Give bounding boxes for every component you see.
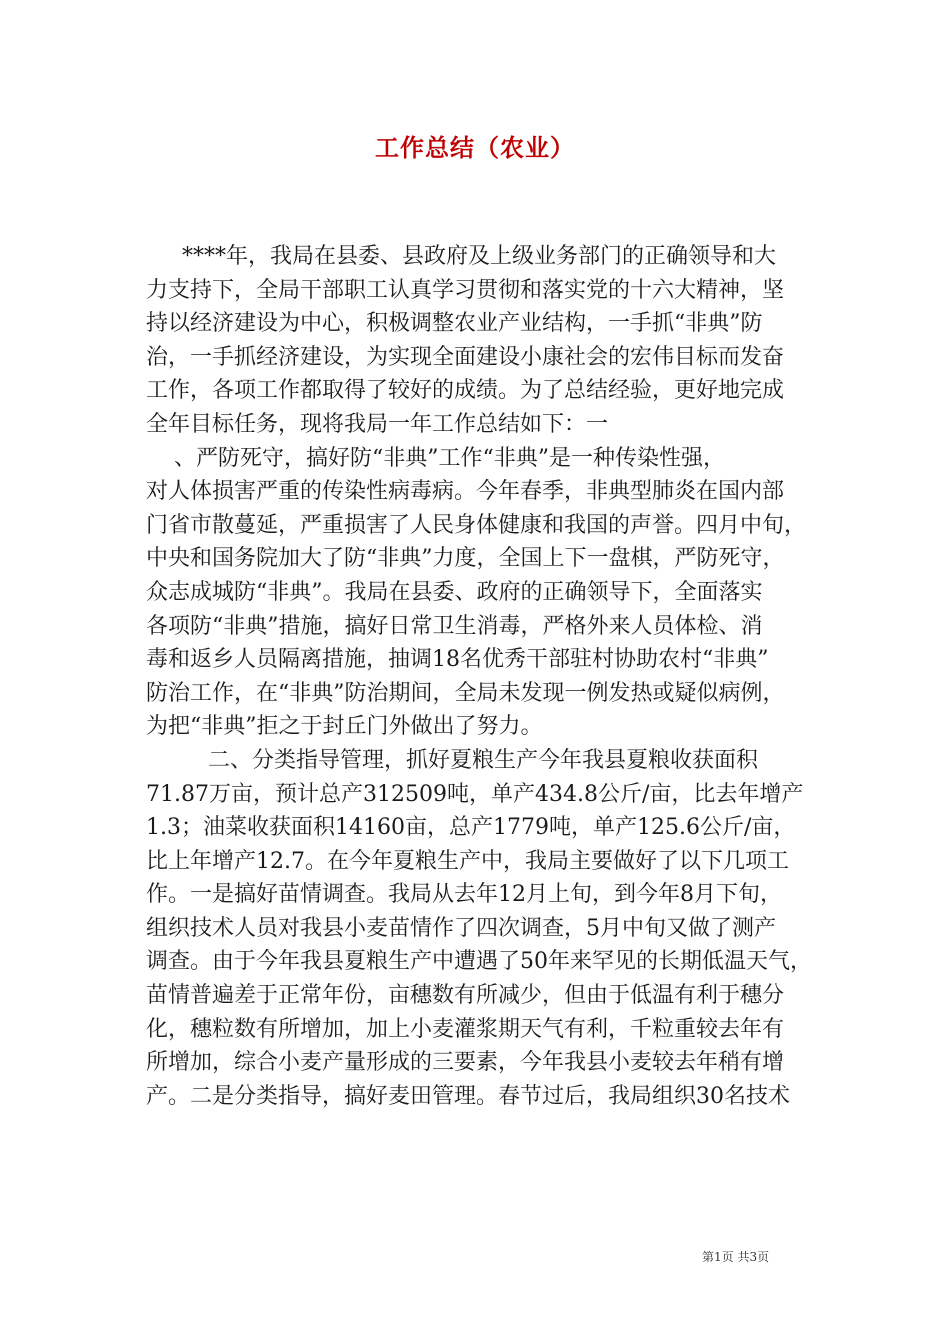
- text-line: 苗情普遍差于正常年份，亩穗数有所减少，但由于低温有利于穗分: [146, 983, 785, 1009]
- text-line: 调查。由于今年我县夏粮生产中遭遇了50年来罕见的长期低温天气，: [146, 949, 812, 975]
- text-line: 门省市散蔓延，严重损害了人民身体健康和我国的声誉。四月中旬，: [146, 512, 807, 538]
- text-line: 工作，各项工作都取得了较好的成绩。为了总结经验，更好地完成: [146, 378, 785, 404]
- text-line: 对人体损害严重的传染性病毒病。今年春季，非典型肺炎在国内部: [146, 479, 785, 505]
- text-line: ****年，我局在县委、县政府及上级业务部门的正确领导和大: [182, 244, 777, 269]
- text-line: 所增加，综合小麦产量形成的三要素，今年我县小麦较去年稍有增: [146, 1050, 785, 1076]
- text-line: 1.3；油菜收获面积14160亩，总产1779吨，单产125.6公斤/亩，: [146, 815, 796, 841]
- document-body: [146, 240, 812, 1113]
- text-line: 二、分类指导管理，抓好夏粮生产今年我县夏粮收获面积: [208, 747, 759, 773]
- text-line: 毒和返乡人员隔离措施，抽调18名优秀干部驻村协助农村“非典”: [146, 647, 769, 673]
- text-line: 治，一手抓经济建设，为实现全面建设小康社会的宏伟目标而发奋: [146, 344, 785, 370]
- page-footer: 第1页 共3页: [702, 1250, 770, 1264]
- text-line: 中央和国务院加大了防“非典”力度，全国上下一盘棋，严防死守，: [146, 546, 785, 572]
- text-line: 持以经济建设为中心，积极调整农业产业结构，一手抓“非典”防: [146, 311, 763, 337]
- text-line: 防治工作，在“非典”防治期间，全局未发现一例发热或疑似病例，: [146, 680, 785, 706]
- text-line: 化，穗粒数有所增加，加上小麦灌浆期天气有利，千粒重较去年有: [146, 1016, 785, 1042]
- page-title: 工作总结（农业）: [375, 133, 575, 162]
- text-line: 各项防“非典”措施，搞好日常卫生消毒，严格外来人员体检、消: [146, 613, 763, 639]
- text-line: 、严防死守，搞好防“非典”工作“非典”是一种传染性强，: [174, 445, 725, 471]
- text-line: 力支持下，全局干部职工认真学习贯彻和落实党的十六大精神，坚: [146, 277, 785, 303]
- text-line: 71.87万亩，预计总产312509吨，单产434.8公斤/亩，比去年增产: [146, 781, 804, 807]
- text-line: 全年目标任务，现将我局一年工作总结如下：一: [146, 411, 609, 437]
- text-line: 产。二是分类指导，搞好麦田管理。春节过后，我局组织30名技术: [146, 1083, 790, 1109]
- text-line: 为把“非典”拒之于封丘门外做出了努力。: [146, 714, 543, 740]
- text-line: 作。一是搞好苗情调查。我局从去年12月上旬，到今年8月下旬，: [146, 882, 782, 908]
- text-line: 组织技术人员对我县小麦苗情作了四次调查，5月中旬又做了测产: [146, 915, 776, 941]
- text-line: 众志成城防“非典”。我局在县委、政府的正确领导下，全面落实: [146, 579, 763, 605]
- text-line: 比上年增产12.7。在今年夏粮生产中，我局主要做好了以下几项工: [146, 848, 789, 874]
